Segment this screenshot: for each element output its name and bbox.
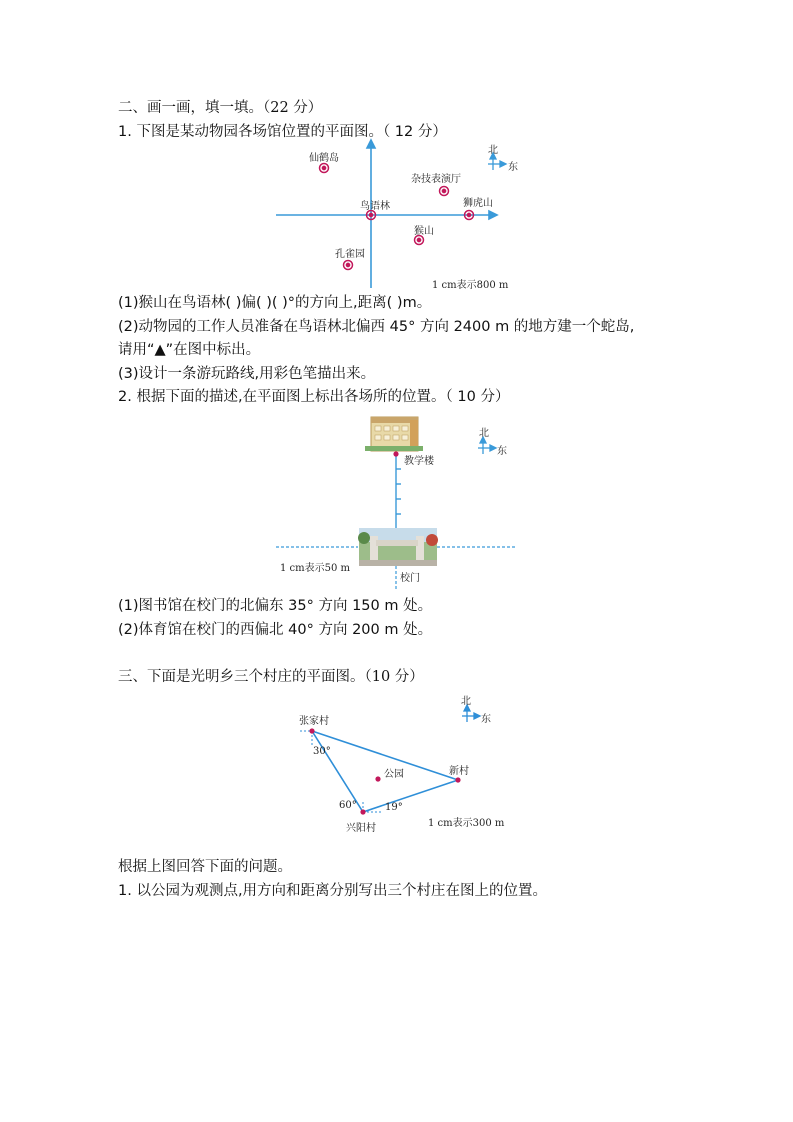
- school-north-label: 北: [479, 428, 489, 439]
- label-lion-tiger-hill: 狮虎山: [463, 198, 493, 209]
- q1-item-3: (3)设计一条游玩路线,用彩色笔描出来。: [118, 366, 376, 382]
- village-scale: 1 cm表示300 m: [428, 818, 505, 829]
- zoo-north-label: 北: [488, 145, 498, 156]
- q2-item-1: (1)图书馆在校门的北偏东 35° 方向 150 m 处。: [118, 598, 433, 614]
- q1-item-2-cont: 请用“▲”在图中标出。: [118, 342, 261, 358]
- section-3-prompt: 根据上图回答下面的问题。: [118, 859, 292, 875]
- q2-title: 2. 根据下面的描述,在平面图上标出各场所的位置。（ 10 分）: [118, 389, 510, 405]
- zoo-scale: 1 cm表示800 m: [432, 280, 509, 291]
- teaching-building-label: 教学楼: [404, 456, 434, 467]
- section-3-heading: 三、下面是光明乡三个村庄的平面图。（10 分）: [118, 669, 424, 685]
- label-xingyang: 兴阳村: [346, 823, 376, 834]
- label-acrobatics-hall: 杂技表演厅: [411, 174, 461, 185]
- village-north-label: 北: [461, 696, 471, 707]
- section-3-q1: 1. 以公园为观测点,用方向和距离分别写出三个村庄在图上的位置。: [118, 883, 548, 899]
- label-xincun: 新村: [449, 766, 469, 777]
- point-xincun: [455, 777, 460, 782]
- label-bird-forest: 鸟语林: [360, 201, 390, 212]
- label-zhangjia: 张家村: [299, 716, 329, 727]
- angle-30: 30°: [313, 746, 331, 757]
- point-park: [375, 776, 380, 781]
- school-gate-label: 校门: [400, 573, 420, 584]
- school-scale: 1 cm表示50 m: [280, 563, 351, 574]
- village-compass-icon: [462, 705, 480, 722]
- section-2-heading: 二、画一画，填一填。（22 分）: [118, 100, 323, 116]
- q2-item-2: (2)体育馆在校门的西偏北 40° 方向 200 m 处。: [118, 622, 433, 638]
- angle-60: 60°: [339, 800, 357, 811]
- q1-title: 1. 下图是某动物园各场馆位置的平面图。（ 12 分）: [118, 124, 447, 140]
- label-monkey-hill: 猴山: [414, 226, 434, 237]
- point-xingyang: [360, 809, 365, 814]
- label-park: 公园: [384, 769, 404, 780]
- q1-item-1: (1)猴山在鸟语林( )偏( )( )°的方向上,距离( )m。: [118, 295, 432, 311]
- point-zhangjia: [309, 728, 314, 733]
- school-east-label: 东: [497, 446, 507, 457]
- q1-item-2: (2)动物园的工作人员准备在鸟语林北偏西 45° 方向 2400 m 的地方建一个蛇岛,: [118, 319, 635, 335]
- label-peacock-garden: 孔雀园: [335, 249, 365, 260]
- zoo-east-label: 东: [508, 162, 518, 173]
- village-east-label: 东: [481, 714, 491, 725]
- label-crane-island: 仙鹤岛: [309, 153, 339, 164]
- angle-19: 19°: [385, 802, 403, 813]
